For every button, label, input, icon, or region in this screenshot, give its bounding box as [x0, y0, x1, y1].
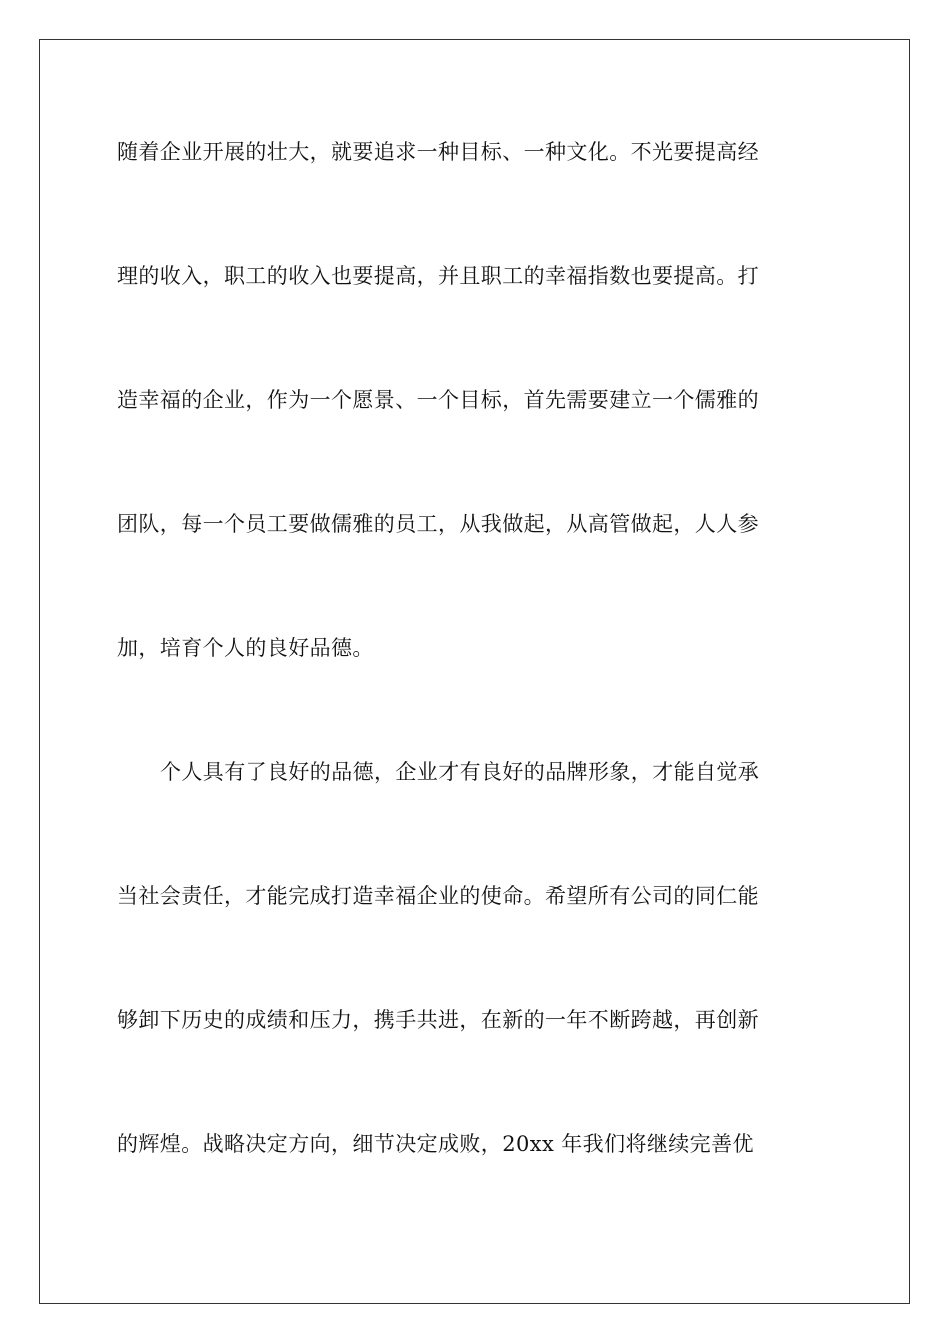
paragraph-1-line-4: 团队，每一个员工要做儒雅的员工，从我做起，从高管做起，人人参: [117, 512, 759, 536]
paragraph-2-line-3: 够卸下历史的成绩和压力，携手共进，在新的一年不断跨越，再创新: [117, 1008, 759, 1032]
paragraph-1-line-3: 造幸福的企业，作为一个愿景、一个目标，首先需要建立一个儒雅的: [117, 388, 759, 412]
paragraph-2-line-1: 个人具有了良好的品德，企业才有良好的品牌形象，才能自觉承: [160, 760, 760, 784]
paragraph-2-line-4: 的辉煌。战略决定方向，细节决定成败，20xx 年我们将继续完善优: [117, 1132, 754, 1156]
paragraph-1-line-2: 理的收入，职工的收入也要提高，并且职工的幸福指数也要提高。打: [117, 264, 759, 288]
paragraph-1-line-1: 随着企业开展的壮大，就要追求一种目标、一种文化。不光要提高经: [117, 140, 759, 164]
paragraph-1-line-5: 加，培育个人的良好品德。: [117, 636, 374, 660]
paragraph-2-line-2: 当社会责任，才能完成打造幸福企业的使命。希望所有公司的同仁能: [117, 884, 759, 908]
page-border: [39, 39, 910, 1304]
